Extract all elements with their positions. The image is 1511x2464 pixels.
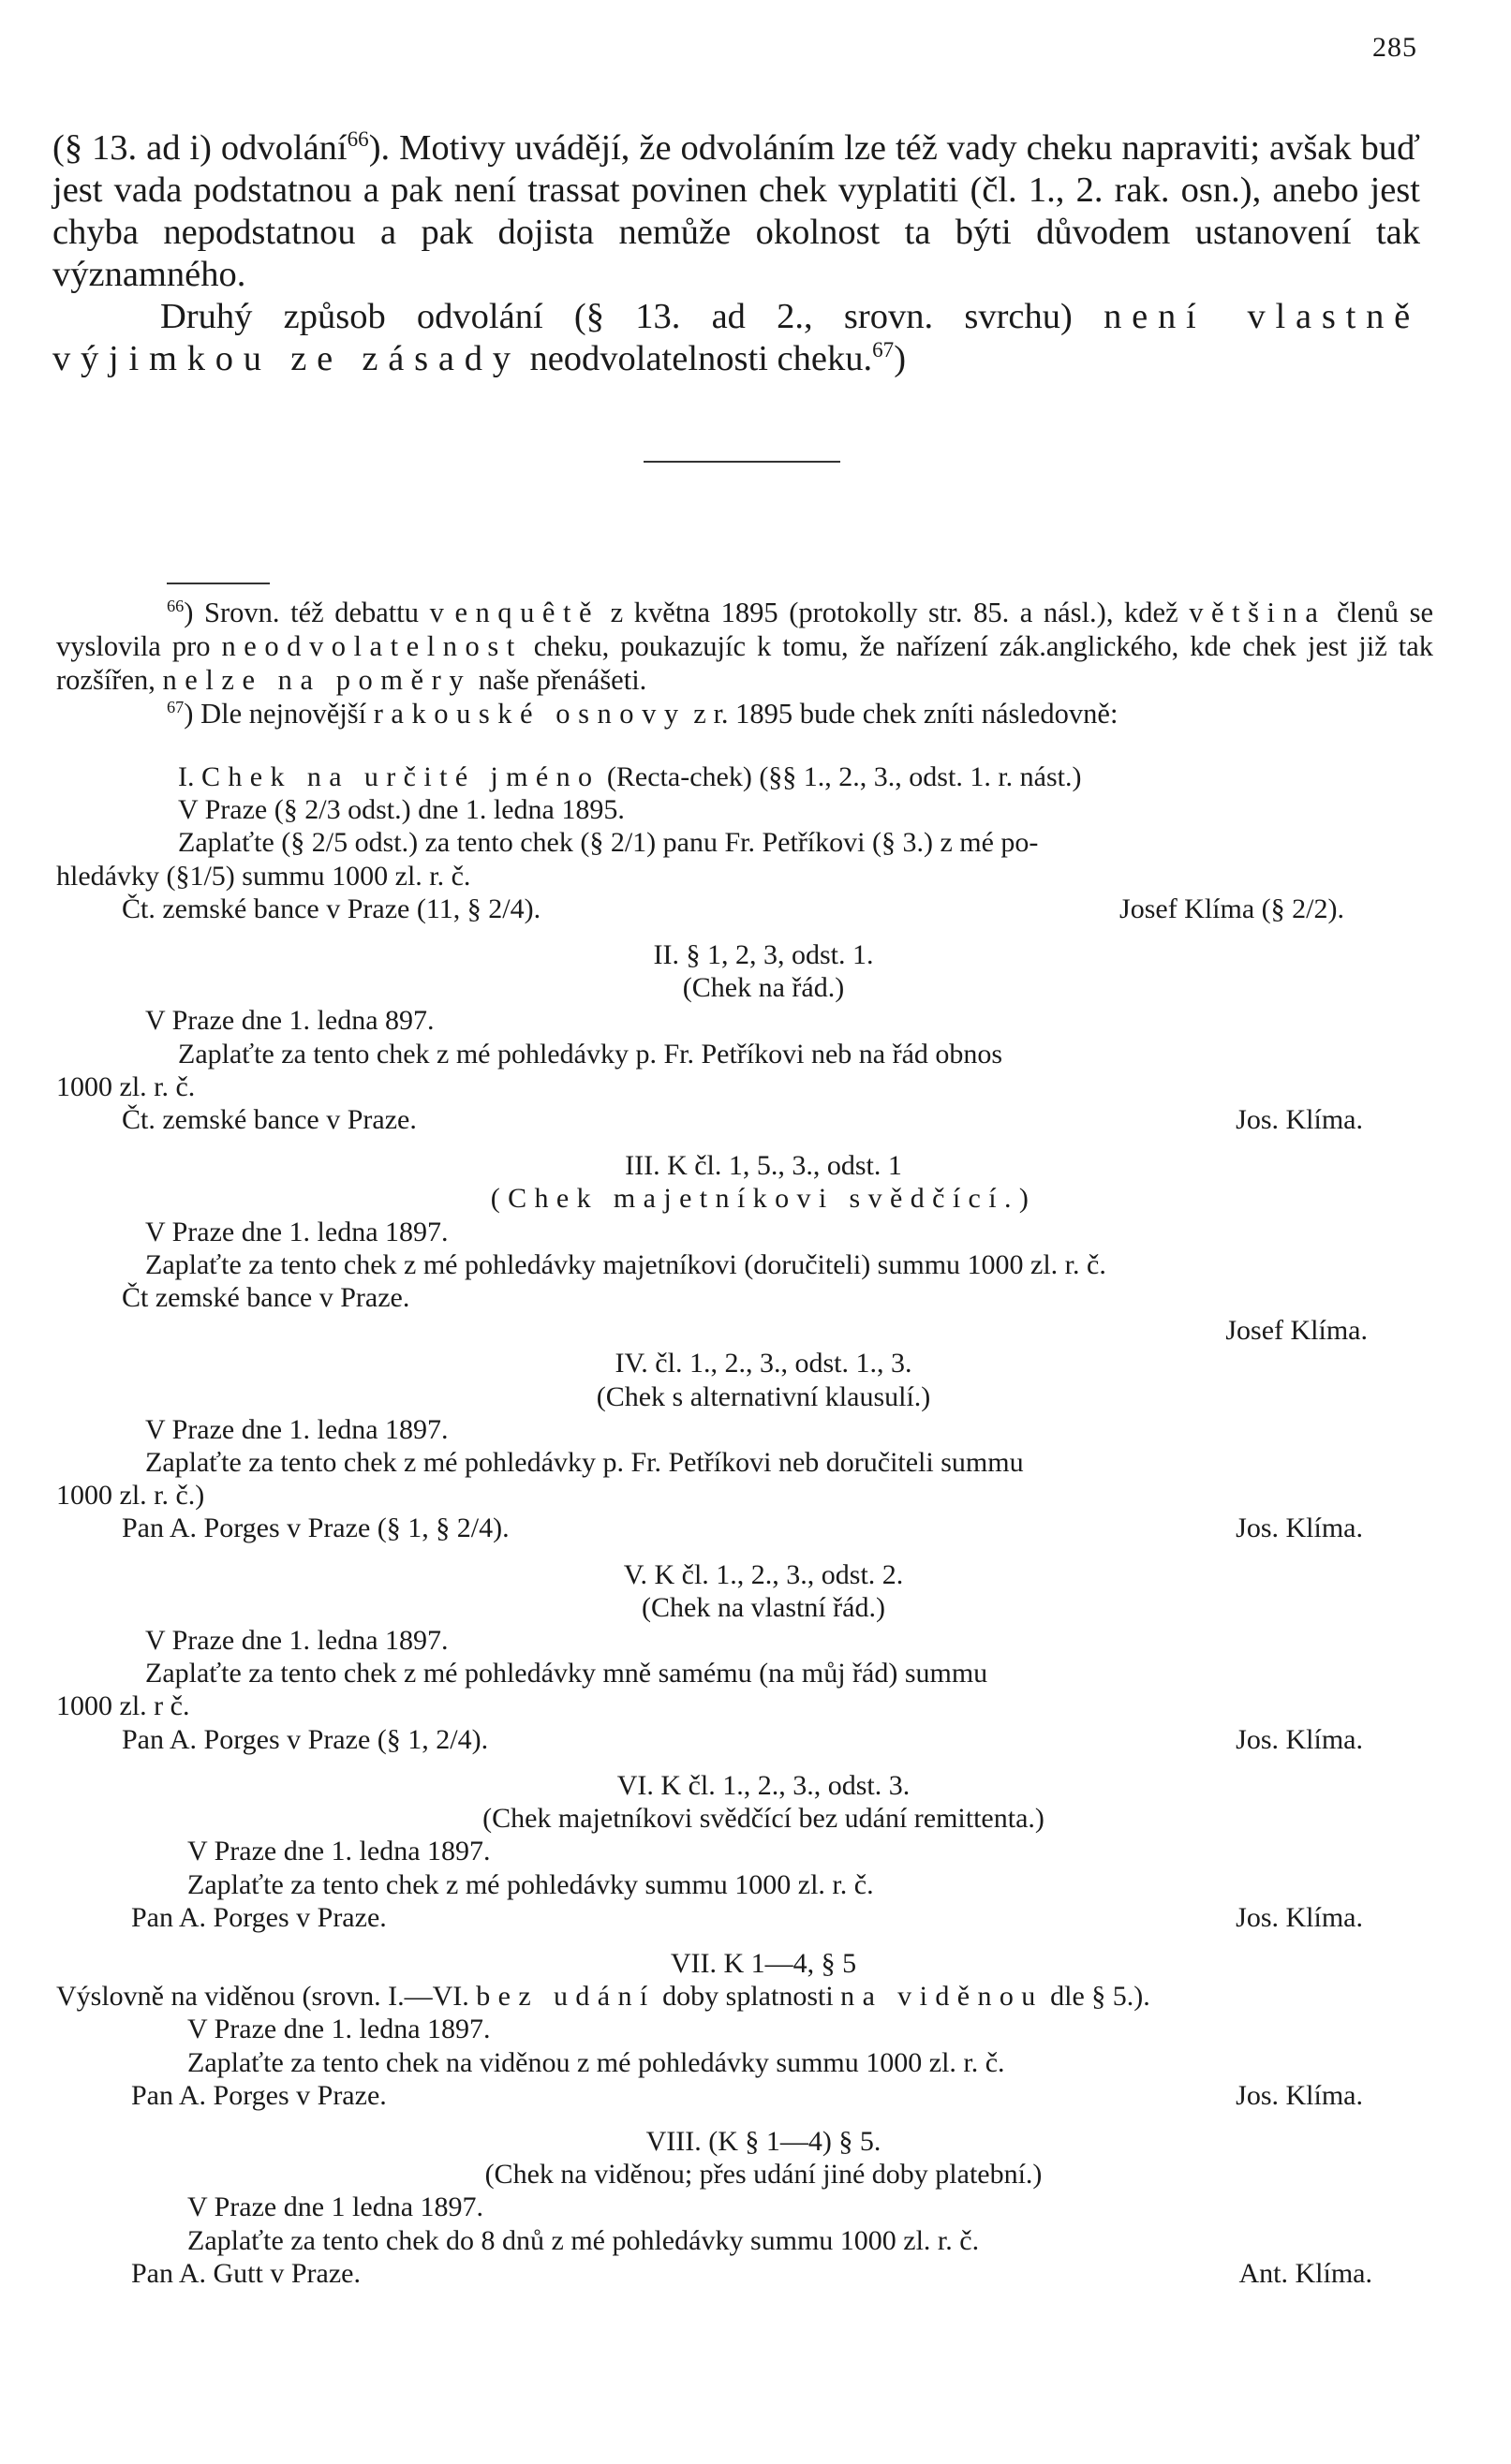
paragraph-1 <box>52 127 1420 296</box>
form-4-footer <box>56 1512 1433 1544</box>
form-5-bank: Pan A. Porges v Praze (§ 1, 2/4). <box>122 1723 489 1755</box>
footnote-67-mark: 67 <box>167 697 185 716</box>
form-3-signature: Josef Klíma. <box>1225 1315 1368 1347</box>
form-7-sub-b: bez udání <box>476 1981 656 2013</box>
form-1-text-1: Zaplaťte (§ 2/5 odst.) za tento chek (§ 2/1) panu Fr. Petříkovi (§ 3.) z mé po- <box>178 827 1039 859</box>
form-6-text-1: Zaplaťte za tento chek z mé pohledávky summu 1000 zl. r. č. <box>187 1868 874 1900</box>
form-2-text-1: Zaplaťte za tento chek z mé pohledávky p. Fr. Petříkovi neb na řád obnos <box>178 1038 1003 1070</box>
form-5-footer <box>56 1723 1433 1756</box>
p1-text-a: (§ 13. ad i) odvolání <box>52 128 348 168</box>
footnote-ref-67: 67 <box>872 337 895 362</box>
paragraph-2 <box>52 296 1420 380</box>
form-3-heading: III. K čl. 1, 5., 3., odst. 1 <box>625 1150 902 1182</box>
cheque-forms <box>56 760 1433 2290</box>
form-8-date: V Praze dne 1 ledna 1897. <box>187 2191 484 2223</box>
form-2-subheading: (Chek na řád.) <box>682 972 845 1004</box>
footnote-67 <box>56 697 1433 730</box>
form-4-signature: Jos. Klíma. <box>1236 1512 1363 1544</box>
footnote-ref-66: 66 <box>347 126 369 152</box>
footnotes <box>56 596 1433 730</box>
fn66-f: neodvolatelnost <box>221 630 523 662</box>
form-2-heading: II. § 1, 2, 3, odst. 1. <box>653 939 874 971</box>
form-1-date: V Praze (§ 2/3 odst.) dne 1. ledna 1895. <box>178 794 625 826</box>
form-8-bank: Pan A. Gutt v Praze. <box>131 2257 361 2289</box>
spacer <box>56 1545 1433 1558</box>
form-4-text-2: 1000 zl. r. č.) <box>56 1480 205 1512</box>
fn66-b: enquêtě <box>454 597 600 628</box>
spacer <box>56 925 1433 938</box>
form-7-bank: Pan A. Porges v Praze. <box>131 2079 387 2111</box>
footnote-66-mark: 66 <box>167 596 185 615</box>
fn67-b: rakouské osnovy <box>373 698 687 730</box>
form-5-subheading: (Chek na vlastní řád.) <box>642 1591 885 1623</box>
spacer <box>56 2112 1433 2125</box>
form-5-text-1: Zaplaťte za tento chek z mé pohledávky mně samému (na můj řád) summu <box>145 1658 988 1689</box>
form-7-text-1: Zaplaťte za tento chek na viděnou z mé pohledávky summu 1000 zl. r. č. <box>187 2046 1005 2078</box>
p2-text-d: ) <box>894 339 907 378</box>
footnote-66 <box>56 596 1433 697</box>
form-6-bank: Pan A. Porges v Praze. <box>131 1901 387 1933</box>
form-6-signature: Jos. Klíma. <box>1236 1901 1363 1933</box>
form-7-signature: Jos. Klíma. <box>1236 2079 1363 2111</box>
footnote-divider <box>167 583 270 584</box>
form-1-footer <box>56 893 1433 925</box>
fn66-i: naše přenášeti. <box>478 664 647 696</box>
fn67-c: z r. 1895 bude chek zníti následovně: <box>693 698 1118 730</box>
form-8-text-1: Zaplaťte za tento chek do 8 dnů z mé pohledávky summu 1000 zl. r. č. <box>187 2224 980 2256</box>
form-7-sub-d: na viděnou <box>840 1981 1044 2013</box>
fn66-a: ) Srovn. též debattu v <box>184 597 444 628</box>
form-4-text-1: Zaplaťte za tento chek z mé pohledávky p. Fr. Petříkovi neb doručiteli summu <box>145 1447 1024 1479</box>
fn66-g: cheku, poukazujíc k tomu, že nařízení zák.anglického, kde chek jest již tak rozšířen, <box>56 630 1434 696</box>
form-3-text-1: Zaplaťte za tento chek z mé pohledávky majetníkovi (doručiteli) summu 1000 zl. r. č. <box>145 1248 1106 1280</box>
p1-text-b: ). Motivy uvádějí, že odvoláním lze též vady cheku napraviti; avšak buď jest vada podstatnou a pak není trassat povinen chek vyplatiti (čl. 1., 2. rak. osn.), anebo jest chyba nepodstatnou a pak dojista nemůže okolnost ta býti důvodem ustanovení tak významného. <box>52 128 1420 294</box>
fn66-d: většina <box>1189 597 1326 628</box>
form-4-bank: Pan A. Porges v Praze (§ 1, § 2/4). <box>122 1512 510 1544</box>
form-7-subheading <box>56 1980 1433 2013</box>
fn66-h: nelze na poměry <box>162 664 472 696</box>
form-1-title: Chek na určité jméno <box>201 761 600 792</box>
section-divider <box>644 461 840 463</box>
form-4-date: V Praze dne 1. ledna 1897. <box>145 1413 449 1445</box>
spacer <box>56 1934 1433 1947</box>
form-7-footer <box>56 2079 1433 2112</box>
p2-text-a: Druhý způsob odvolání (§ 13. ad 2., srovn. svrchu) <box>160 297 1073 336</box>
form-8-footer <box>56 2257 1433 2290</box>
form-3-subheading: (Chek majetníkovi svědčící.) <box>490 1183 1037 1215</box>
form-4-heading: IV. čl. 1., 2., 3., odst. 1., 3. <box>615 1348 912 1380</box>
form-5-heading: V. K čl. 1., 2., 3., odst. 2. <box>623 1558 904 1590</box>
form-1-bank: Čt. zemské bance v Praze (11, § 2/4). <box>122 893 541 924</box>
form-2-signature: Jos. Klíma. <box>1236 1104 1363 1136</box>
fn66-c: z května 1895 (protokolly str. 85. a násl.), kdež <box>610 597 1178 628</box>
fn66-e: členů se vyslovila pro <box>56 597 1434 662</box>
page-number: 285 <box>1372 32 1417 63</box>
form-1-label <box>56 760 1433 793</box>
form-1-reference: (Recta-chek) (§§ 1., 2., 3., odst. 1. r. nást.) <box>606 761 1082 792</box>
form-2-date: V Praze dne 1. ledna 897. <box>145 1005 435 1037</box>
form-6-heading: VI. K čl. 1., 2., 3., odst. 3. <box>616 1769 911 1801</box>
form-5-text-2: 1000 zl. r č. <box>56 1690 190 1722</box>
form-2-bank: Čt. zemské bance v Praze. <box>122 1104 417 1136</box>
form-4-subheading: (Chek s alternativní klausulí.) <box>596 1380 931 1412</box>
form-1-number: I. <box>178 761 195 792</box>
form-8-subheading: (Chek na viděnou; přes udání jiné doby platební.) <box>484 2159 1043 2191</box>
p2-text-c: neodvolatelnosti cheku. <box>529 339 873 378</box>
form-7-date: V Praze dne 1. ledna 1897. <box>187 2014 491 2045</box>
form-1-signature: Josef Klíma (§ 2/2). <box>1119 893 1344 924</box>
form-3-date: V Praze dne 1. ledna 1897. <box>145 1216 449 1247</box>
form-5-signature: Jos. Klíma. <box>1236 1723 1363 1755</box>
form-7-heading: VII. K 1—4, § 5 <box>670 1947 857 1979</box>
form-8-signature: Ant. Klíma. <box>1238 2257 1372 2289</box>
spacer <box>56 1136 1433 1149</box>
spacer <box>56 1756 1433 1769</box>
form-6-footer <box>56 1901 1433 1934</box>
form-5-date: V Praze dne 1. ledna 1897. <box>145 1625 449 1657</box>
main-text <box>52 127 1420 380</box>
form-6-date: V Praze dne 1. ledna 1897. <box>187 1836 491 1867</box>
form-1-text-2: hledávky (§1/5) summu 1000 zl. r. č. <box>56 860 471 892</box>
p2-emphasis: není vlastně výjimkou ze zásady <box>52 297 1421 378</box>
form-6-subheading: (Chek majetníkovi svědčící bez udání remittenta.) <box>482 1803 1044 1835</box>
form-7-sub-e: dle § 5.). <box>1050 1981 1150 2013</box>
form-2-text-2: 1000 zl. r. č. <box>56 1070 196 1102</box>
form-8-heading: VIII. (K § 1—4) § 5. <box>645 2125 881 2157</box>
form-2-footer <box>56 1103 1433 1136</box>
form-7-sub-c: doby splatnosti <box>662 1981 834 2013</box>
fn67-a: ) Dle nejnovější <box>184 698 367 730</box>
form-3-bank: Čt zemské bance v Praze. <box>122 1282 410 1314</box>
form-7-sub-a: Výslovně na viděnou (srovn. I.—VI. <box>56 1981 469 2013</box>
